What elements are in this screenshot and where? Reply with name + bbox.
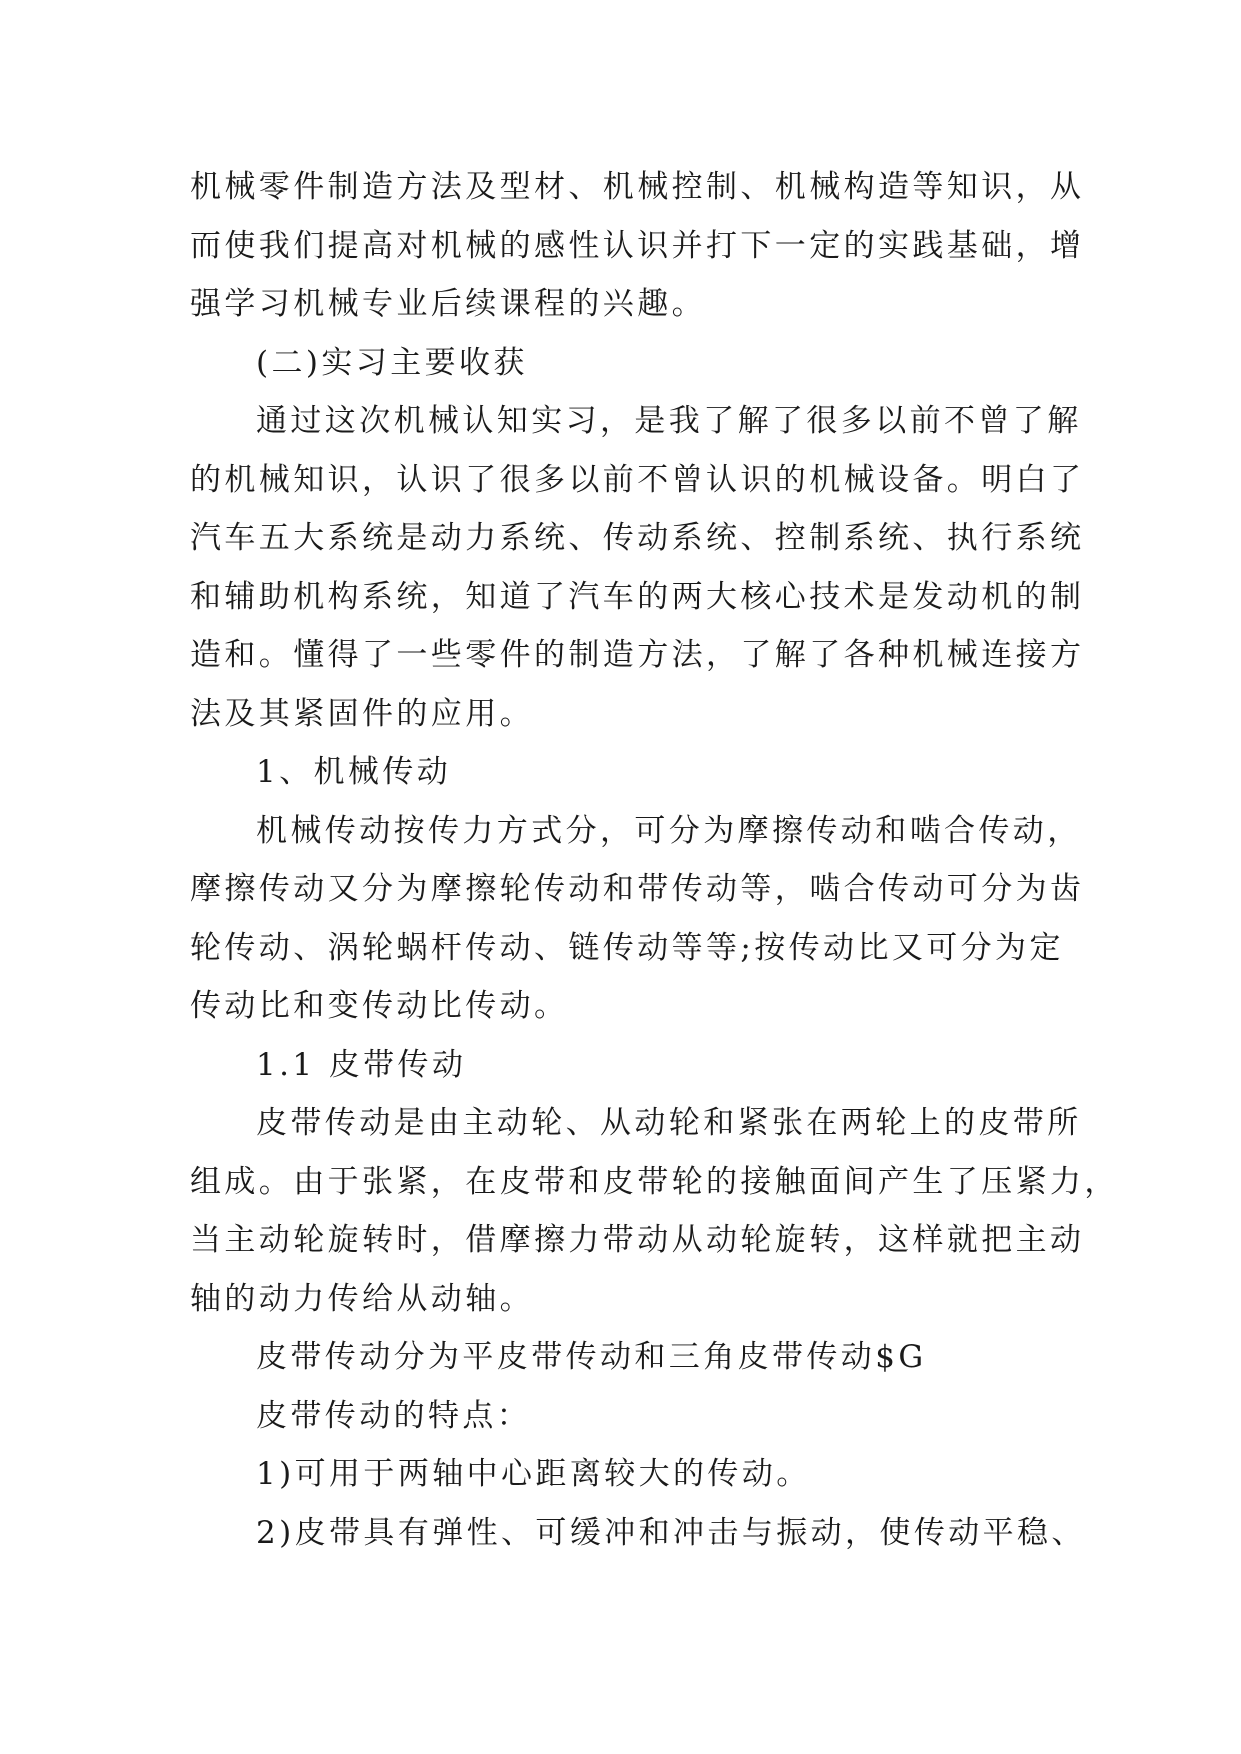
text-line: 而使我们提高对机械的感性认识并打下一定的实践基础，增 xyxy=(190,227,1085,264)
text-line: (二)实习主要收获 xyxy=(256,344,528,381)
text-line: 1.1 皮带传动 xyxy=(256,1046,467,1083)
text-line: 的机械知识，认识了很多以前不曾认识的机械设备。明白了 xyxy=(190,461,1085,498)
text-line: 造和。懂得了一些零件的制造方法，了解了各种机械连接方 xyxy=(190,637,1085,673)
text-line: 1、机械传动 xyxy=(256,754,452,790)
text-line: 和辅助机构系统，知道了汽车的两大核心技术是发动机的制 xyxy=(190,578,1085,615)
text-line: 轮传动、涡轮蜗杆传动、链传动等等;按传动比又可分为定 xyxy=(190,929,1064,966)
text-line: 2)皮带具有弹性、可缓冲和冲击与振动，使传动平稳、 xyxy=(256,1514,1086,1551)
text-line: 1)可用于两轴中心距离较大的传动。 xyxy=(256,1456,811,1492)
text-line: 传动比和变传动比传动。 xyxy=(190,988,569,1024)
text-line: 汽车五大系统是动力系统、传动系统、控制系统、执行系统 xyxy=(190,520,1085,556)
text-line: 通过这次机械认知实习，是我了解了很多以前不曾了解 xyxy=(256,403,1082,439)
text-line: 机械传动按传力方式分，可分为摩擦传动和啮合传动， xyxy=(256,812,1082,849)
text-line: 机械零件制造方法及型材、机械控制、机械构造等知识，从 xyxy=(190,169,1085,205)
text-line: 法及其紧固件的应用。 xyxy=(190,695,534,732)
text-line: 摩擦传动又分为摩擦轮传动和带传动等，啮合传动可分为齿 xyxy=(190,871,1085,907)
text-line: 皮带传动分为平皮带传动和三角皮带传动$G xyxy=(256,1339,927,1375)
text-line: 轴的动力传给从动轴。 xyxy=(190,1280,534,1317)
text-line: 皮带传动是由主动轮、从动轮和紧张在两轮上的皮带所 xyxy=(256,1105,1082,1141)
text-line: 皮带传动的特点： xyxy=(256,1397,532,1434)
document-body xyxy=(190,158,1119,1562)
text-line: 当主动轮旋转时，借摩擦力带动从动轮旋转，这样就把主动 xyxy=(190,1222,1085,1258)
text-line: 组成。由于张紧，在皮带和皮带轮的接触面间产生了压紧力， xyxy=(190,1163,1119,1200)
text-line: 强学习机械专业后续课程的兴趣。 xyxy=(190,286,706,322)
